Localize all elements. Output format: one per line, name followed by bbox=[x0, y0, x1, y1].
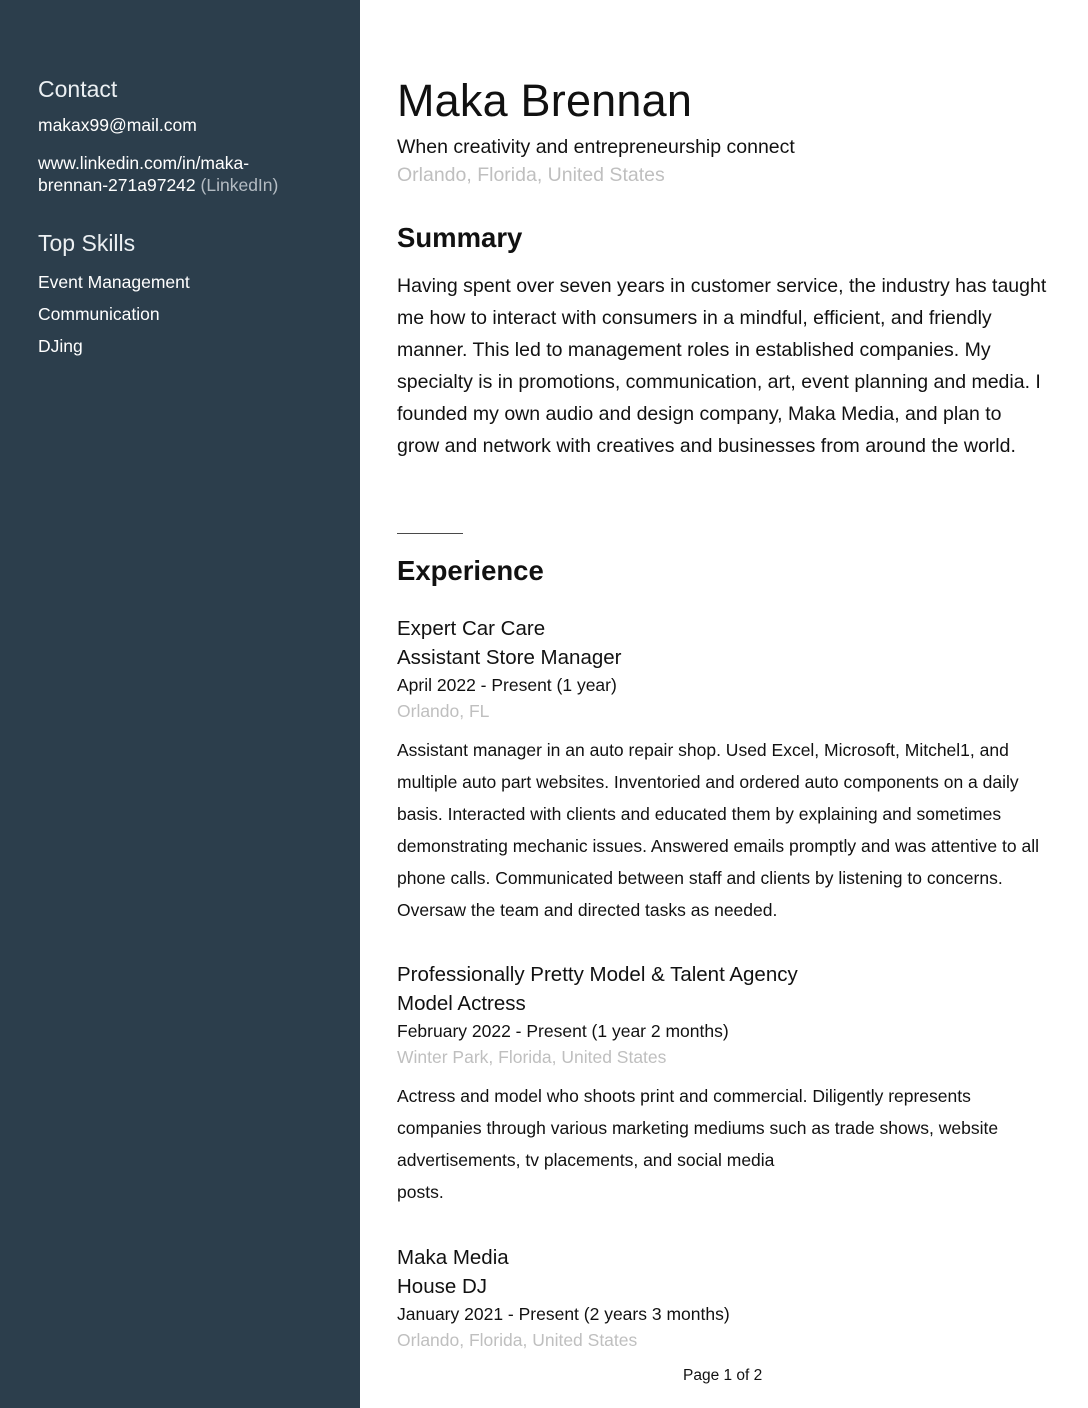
job-dates: January 2021 - Present (2 years 3 months) bbox=[397, 1304, 730, 1324]
linkedin-url: www.linkedin.com/in/maka- brennan-271a97242 bbox=[38, 153, 250, 195]
job-role: Assistant Store Manager bbox=[397, 646, 622, 669]
skill-item: DJing bbox=[38, 336, 83, 356]
top-skills-heading: Top Skills bbox=[38, 230, 136, 256]
job-entry bbox=[397, 1243, 1047, 1353]
linkedin-link[interactable] bbox=[38, 152, 308, 196]
job-dates: April 2022 - Present (1 year) bbox=[397, 675, 617, 695]
job-location: Orlando, Florida, United States bbox=[397, 1330, 638, 1350]
skill-item: Communication bbox=[38, 304, 160, 324]
job-location: Winter Park, Florida, United States bbox=[397, 1047, 667, 1067]
person-location: Orlando, Florida, United States bbox=[397, 164, 665, 186]
job-entry bbox=[397, 960, 1047, 1208]
job-description-line: Actress and model who shoots print and commercial. Diligently represents companies through various marketing mediums such as trade shows, website advertisements, tv placements, and social media bbox=[397, 1086, 999, 1170]
summary-heading: Summary bbox=[397, 222, 523, 253]
main-content bbox=[397, 0, 1047, 1408]
job-role: Model Actress bbox=[397, 992, 526, 1015]
contact-heading: Contact bbox=[38, 76, 118, 102]
skill-item: Event Management bbox=[38, 272, 190, 292]
linkedin-label: (LinkedIn) bbox=[200, 175, 279, 195]
job-location: Orlando, FL bbox=[397, 701, 490, 721]
job-company: Expert Car Care bbox=[397, 617, 546, 640]
headline: When creativity and entrepreneurship connect bbox=[397, 136, 795, 158]
summary-text: Having spent over seven years in customer service, the industry has taught me how to interact with consumers in a mindful, efficient, and friendly manner. This led to management roles in established companies. My specialty is in promotions, communication, art, event planning and media. I founded my own audio and design company, Maka Media, and plan to grow and network with creatives and businesses from around the world. bbox=[397, 275, 1047, 457]
job-company: Professionally Pretty Model & Talent Agency bbox=[397, 963, 798, 986]
experience-heading: Experience bbox=[397, 555, 544, 586]
section-divider bbox=[397, 533, 463, 534]
job-dates: February 2022 - Present (1 year 2 months) bbox=[397, 1021, 729, 1041]
page-number: Page 1 of 2 bbox=[683, 1367, 763, 1384]
job-role: House DJ bbox=[397, 1275, 488, 1298]
person-name: Maka Brennan bbox=[397, 75, 693, 126]
email-link[interactable]: makax99@mail.com bbox=[38, 115, 197, 135]
job-description: Assistant manager in an auto repair shop. Used Excel, Microsoft, Mitchel1, and multiple auto part websites. Inventoried and ordered auto components on a daily basis. Interacted with clients and educated them by explaining and sometimes demonstrating mechanic issues. Answered emails promptly and was attentive to all phone calls. Communicated between staff and clients by listening to concerns. Oversaw the team and directed tasks as needed. bbox=[397, 740, 1039, 920]
job-company: Maka Media bbox=[397, 1246, 509, 1269]
job-description-line: posts. bbox=[397, 1182, 444, 1202]
sidebar bbox=[0, 0, 360, 1408]
job-entry bbox=[397, 614, 1047, 926]
job-description bbox=[397, 1080, 1047, 1208]
linkedin-block bbox=[38, 152, 322, 196]
